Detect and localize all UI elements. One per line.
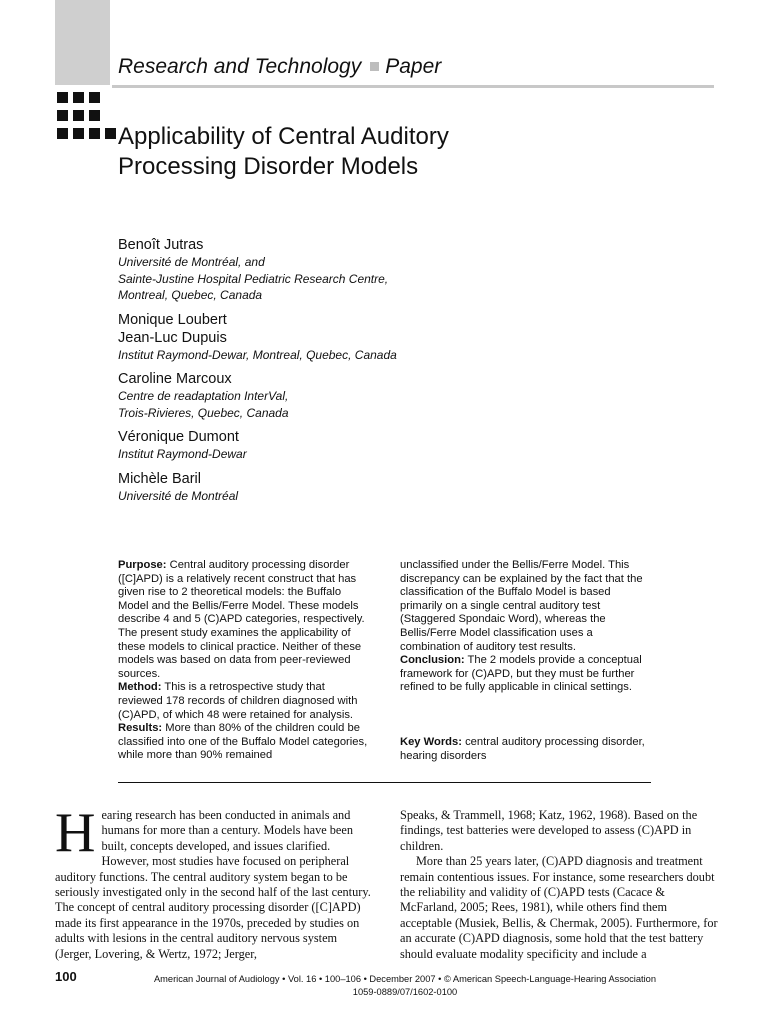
abstract-results [118,722,368,763]
abstract-conclusion [400,654,652,695]
results-text: More than 80% of the children could be classified into one of the Buffalo Model categories, while more than 90% remained [118,722,368,762]
author-affiliation: Sainte-Justine Hospital Pediatric Research Centre, [118,271,389,286]
results-label: Results: [118,722,163,735]
author-name: Michèle Baril [118,470,201,487]
square-icon [73,110,84,121]
author-group [118,370,538,421]
title-line-2: Processing Disorder Models [118,153,419,180]
author-name: Caroline Marcoux [118,371,232,387]
paper-title [118,122,449,182]
square-icon [89,92,100,103]
author-affiliation: Centre de readaptation InterVal, [118,389,289,403]
abstract-divider [118,782,651,783]
author-affiliation: Université de Montréal, and [118,255,265,269]
square-separator-icon [370,62,379,71]
section-heading [118,55,441,79]
square-icon [57,128,68,139]
abstract-keywords [400,736,652,763]
author-name: Benoît Jutras [118,237,204,253]
body-left-column [55,802,375,962]
author-affiliation: Institut Raymond-Dewar, Montreal, Quebec, Canada [118,347,397,362]
author-group [118,311,538,364]
square-icon [105,128,116,139]
square-icon [57,110,68,121]
author-name: Jean-Luc Dupuis [118,329,227,346]
square-icon [73,92,84,103]
author-group [118,236,538,304]
section-name: Research and Technology [118,55,362,78]
purpose-text: Central auditory processing disorder ([C]APD) is a relatively recent construct that has given rise to 2 theoretical models: the Buffalo Model and the Bellis/Ferre Model. These models describe 4 and 5 (C)APD categories, respectively. The present study examines the applicability of these models to clinical practice. Neither of these models was based on data from peer-reviewed sources. [118,559,365,680]
article-type: Paper [385,55,442,78]
abstract-purpose [118,559,368,681]
author-group [118,428,538,463]
body-paragraph: More than 25 years later, (C)APD diagnosis and treatment remain contentious issues. For instance, some researchers doubt the reliability and validity of (C)APD tests (Cacace & McFarland, 2005; Rees, 1981), while others find them acceptable (Musiek, Bellis, & Chermak, 2005). Furthermore, for an accurate (C)APD diagnosis, some hold that the test battery should evaluate modality specificity and include a [400,854,718,961]
body-paragraph: Speaks, & Trammell, 1968; Katz, 1962, 1968). Based on the findings, test batteries were developed to assess (C)APD in children. [400,808,698,853]
abstract-method [118,681,368,722]
page-number: 100 [55,969,77,984]
author-name: Monique Loubert [118,311,227,328]
method-text: This is a retrospective study that reviewed 178 records of children diagnosed with (C)APD, of which 48 were retained for analysis. [118,681,358,721]
keywords-label: Key Words: [400,735,462,748]
author-affiliation: Trois-Rivieres, Quebec, Canada [118,405,289,420]
square-icon [89,110,100,121]
header-gray-block [55,0,110,85]
method-label: Method: [118,681,162,694]
square-icon [57,92,68,103]
issn-line: 1059-0889/07/1602-0100 [352,987,458,997]
square-icon [89,128,100,139]
header-rule [112,85,714,88]
body-right-column [400,808,722,962]
purpose-label: Purpose: [118,559,167,571]
abstract-right-column [400,559,652,763]
author-name: Véronique Dumont [118,429,239,445]
conclusion-label: Conclusion: [400,654,465,667]
results-continued-text: unclassified under the Bellis/Ferre Model. This discrepancy can be explained by the fact that the classification of the Buffalo Model is based primarily on a single central auditory test (Staggered Spondaic Word), whereas the Bellis/Ferre Model classification uses a combination of auditory test results. [400,559,643,653]
author-list [118,236,538,511]
conclusion-text: The 2 models provide a conceptual framework for (C)APD, but they must be further refined to be fully applicable in clinical settings. [400,654,642,694]
author-affiliation: Université de Montréal [118,488,239,503]
square-icon [73,128,84,139]
title-line-1: Applicability of Central Auditory [118,123,449,150]
journal-citation: American Journal of Audiology • Vol. 16 • 100–106 • December 2007 • © American Speech-Language-Hearing Association [153,974,657,984]
body-paragraph: earing research has been conducted in animals and humans for more than a century. Models have been built, concepts developed, and issues clarified. However, most studies have focused on peripheral auditory functions. The central auditory system began to be seriously investigated only in the second half of the last century. The concept of central auditory processing disorder ([C]APD) made its first appearance in the 1970s, preceded by studies on adults with lesions in the central auditory nervous system (Jerger, Lovering, & Wertz, 1972; Jerger, [55,808,371,961]
author-affiliation: Montreal, Quebec, Canada [118,288,263,302]
drop-cap: H [55,802,96,864]
abstract-left-column [118,559,368,763]
author-affiliation: Institut Raymond-Dewar [118,447,247,461]
keywords-text: central auditory processing disorder, hearing disorders [400,735,645,762]
author-group [118,470,538,505]
